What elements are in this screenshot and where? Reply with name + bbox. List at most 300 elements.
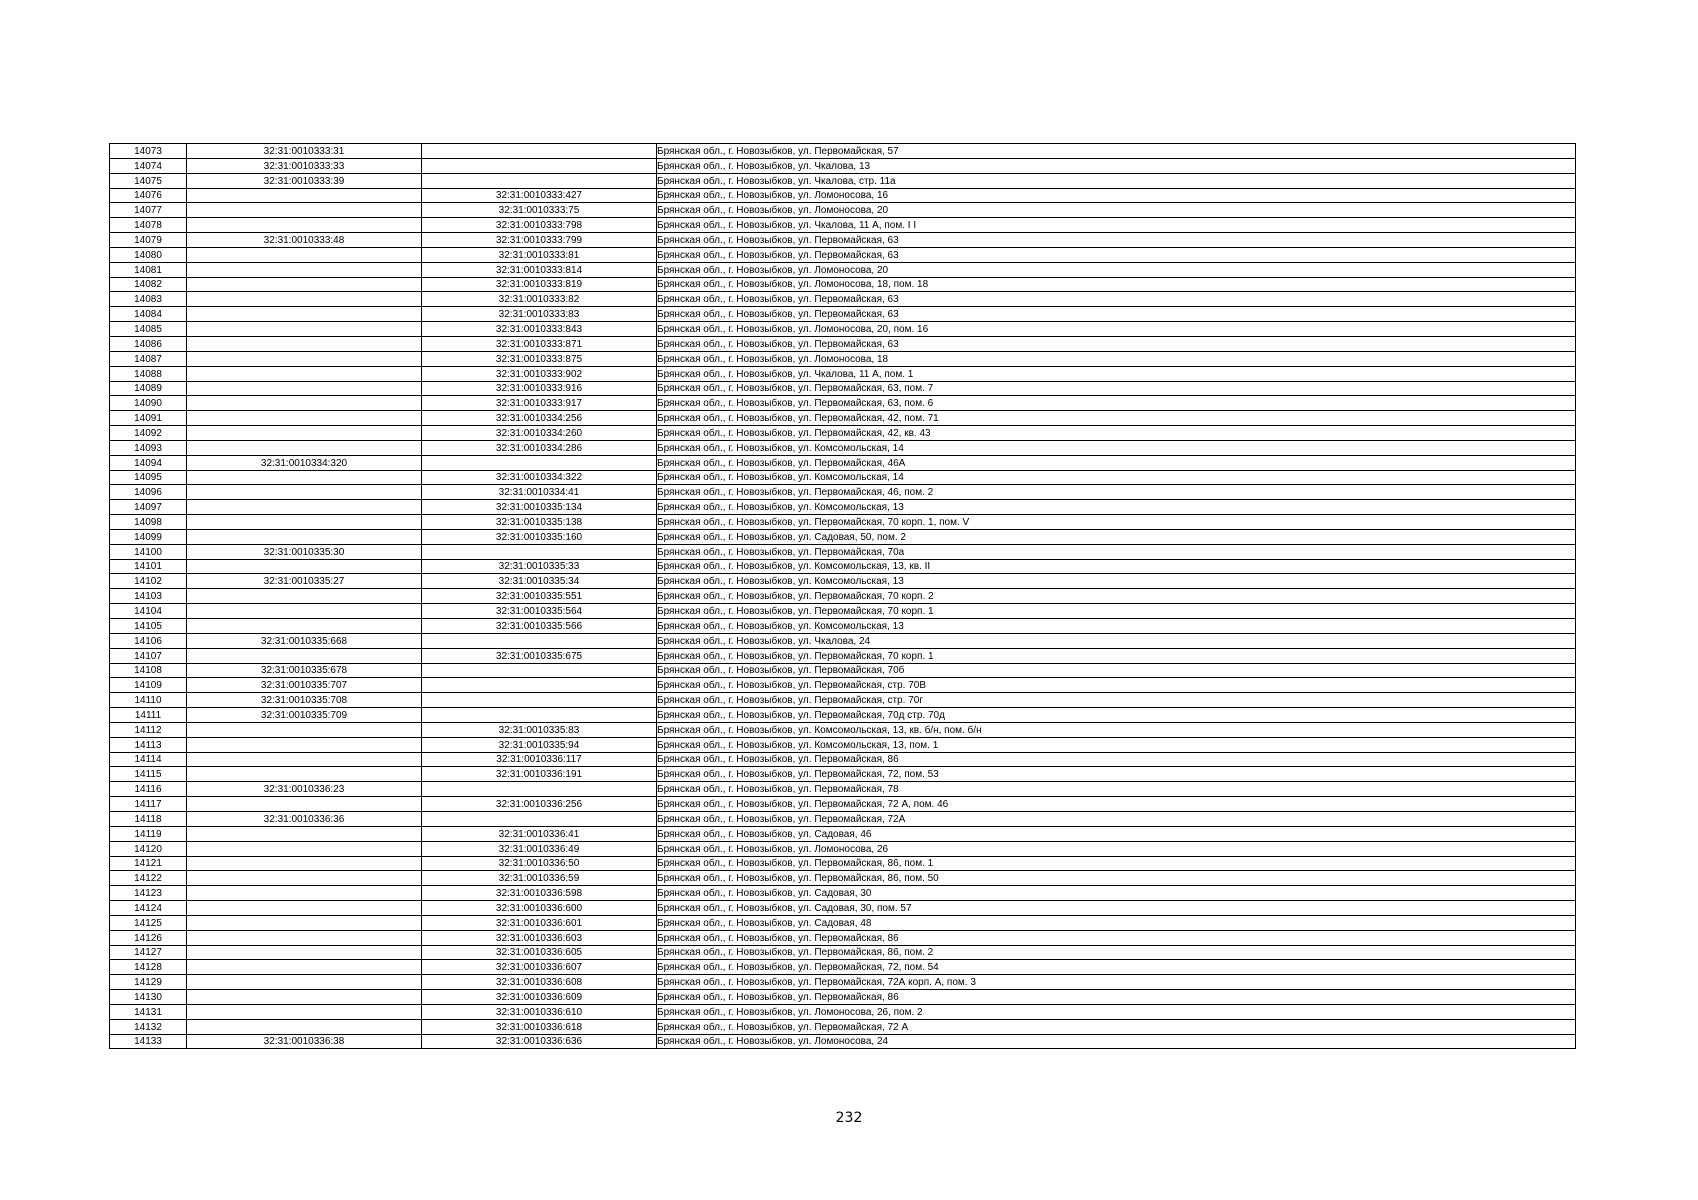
table-row — [110, 975, 1576, 990]
row-number-cell: 14077 — [110, 203, 187, 218]
address-cell: Брянская обл., г. Новозыбков, ул. Чкалова, 11 А, пом. I I — [657, 218, 1576, 233]
related-cadastral-number-cell: 32:31:0010335:94 — [422, 737, 657, 752]
related-cadastral-number-cell: 32:31:0010336:600 — [422, 901, 657, 916]
address-cell: Брянская обл., г. Новозыбков, ул. Первомайская, 86, пом. 1 — [657, 856, 1576, 871]
address-cell: Брянская обл., г. Новозыбков, ул. Чкалова, 11 А, пом. 1 — [657, 366, 1576, 381]
related-cadastral-number-cell: 32:31:0010334:260 — [422, 426, 657, 441]
related-cadastral-number-cell: 32:31:0010333:917 — [422, 396, 657, 411]
row-number-cell: 14081 — [110, 262, 187, 277]
table-row — [110, 188, 1576, 203]
row-number-cell: 14120 — [110, 841, 187, 856]
table-row — [110, 945, 1576, 960]
related-cadastral-number-cell: 32:31:0010336:605 — [422, 945, 657, 960]
row-number-cell: 14123 — [110, 886, 187, 901]
address-cell: Брянская обл., г. Новозыбков, ул. Садовая, 46 — [657, 826, 1576, 841]
cadastral-number-cell — [187, 500, 422, 515]
related-cadastral-number-cell: 32:31:0010336:603 — [422, 930, 657, 945]
related-cadastral-number-cell: 32:31:0010334:286 — [422, 440, 657, 455]
row-number-cell: 14099 — [110, 529, 187, 544]
cadastral-number-cell — [187, 722, 422, 737]
cadastral-number-cell — [187, 411, 422, 426]
table-row — [110, 233, 1576, 248]
cadastral-number-cell: 32:31:0010336:23 — [187, 782, 422, 797]
table-row — [110, 307, 1576, 322]
related-cadastral-number-cell — [422, 144, 657, 159]
row-number-cell: 14104 — [110, 604, 187, 619]
address-cell: Брянская обл., г. Новозыбков, ул. Ломоносова, 16 — [657, 188, 1576, 203]
related-cadastral-number-cell: 32:31:0010333:843 — [422, 322, 657, 337]
cadastral-number-cell — [187, 396, 422, 411]
cadastral-number-cell — [187, 1004, 422, 1019]
related-cadastral-number-cell: 32:31:0010335:160 — [422, 529, 657, 544]
row-number-cell: 14085 — [110, 322, 187, 337]
related-cadastral-number-cell: 32:31:0010335:138 — [422, 515, 657, 530]
table-row — [110, 559, 1576, 574]
table-row — [110, 351, 1576, 366]
cadastral-number-cell — [187, 277, 422, 292]
related-cadastral-number-cell: 32:31:0010333:75 — [422, 203, 657, 218]
address-cell: Брянская обл., г. Новозыбков, ул. Первомайская, 86 — [657, 930, 1576, 945]
address-cell: Брянская обл., г. Новозыбков, ул. Первомайская, 70д стр. 70д — [657, 708, 1576, 723]
cadastral-number-cell — [187, 426, 422, 441]
table-row — [110, 752, 1576, 767]
table-row — [110, 782, 1576, 797]
cadastral-number-cell — [187, 262, 422, 277]
table-row — [110, 856, 1576, 871]
table-row — [110, 262, 1576, 277]
related-cadastral-number-cell: 32:31:0010335:83 — [422, 722, 657, 737]
table-row — [110, 1019, 1576, 1034]
related-cadastral-number-cell: 32:31:0010333:798 — [422, 218, 657, 233]
address-cell: Брянская обл., г. Новозыбков, ул. Ломоносова, 24 — [657, 1034, 1576, 1049]
related-cadastral-number-cell: 32:31:0010336:609 — [422, 990, 657, 1005]
cadastral-number-cell — [187, 826, 422, 841]
table-row — [110, 426, 1576, 441]
related-cadastral-number-cell: 32:31:0010333:82 — [422, 292, 657, 307]
address-cell: Брянская обл., г. Новозыбков, ул. Первомайская, 72 А, пом. 46 — [657, 797, 1576, 812]
related-cadastral-number-cell — [422, 663, 657, 678]
address-cell: Брянская обл., г. Новозыбков, ул. Комсомольская, 13, кв. II — [657, 559, 1576, 574]
table-row — [110, 604, 1576, 619]
address-cell: Брянская обл., г. Новозыбков, ул. Первомайская, 72А корп. А, пом. 3 — [657, 975, 1576, 990]
table-row — [110, 1004, 1576, 1019]
row-number-cell: 14095 — [110, 470, 187, 485]
cadastral-number-cell — [187, 990, 422, 1005]
table-row — [110, 841, 1576, 856]
table-row — [110, 292, 1576, 307]
related-cadastral-number-cell — [422, 678, 657, 693]
address-cell: Брянская обл., г. Новозыбков, ул. Первомайская, 46А — [657, 455, 1576, 470]
cadastral-number-cell: 32:31:0010335:668 — [187, 633, 422, 648]
address-cell: Брянская обл., г. Новозыбков, ул. Ломоносова, 18 — [657, 351, 1576, 366]
cadastral-number-cell: 32:31:0010335:27 — [187, 574, 422, 589]
related-cadastral-number-cell — [422, 633, 657, 648]
related-cadastral-number-cell: 32:31:0010335:551 — [422, 589, 657, 604]
row-number-cell: 14125 — [110, 915, 187, 930]
cadastral-number-cell — [187, 886, 422, 901]
cadastral-number-cell — [187, 752, 422, 767]
related-cadastral-number-cell: 32:31:0010333:81 — [422, 247, 657, 262]
row-number-cell: 14130 — [110, 990, 187, 1005]
row-number-cell: 14101 — [110, 559, 187, 574]
row-number-cell: 14100 — [110, 544, 187, 559]
address-cell: Брянская обл., г. Новозыбков, ул. Первомайская, 63 — [657, 292, 1576, 307]
address-cell: Брянская обл., г. Новозыбков, ул. Первомайская, 70 корп. 2 — [657, 589, 1576, 604]
address-cell: Брянская обл., г. Новозыбков, ул. Первомайская, 86, пом. 50 — [657, 871, 1576, 886]
cadastral-number-cell — [187, 247, 422, 262]
address-cell: Брянская обл., г. Новозыбков, ул. Первомайская, 63 — [657, 336, 1576, 351]
table-row — [110, 915, 1576, 930]
table-row — [110, 336, 1576, 351]
address-cell: Брянская обл., г. Новозыбков, ул. Ломоносова, 26 — [657, 841, 1576, 856]
cadastral-number-cell — [187, 515, 422, 530]
address-cell: Брянская обл., г. Новозыбков, ул. Первомайская, 57 — [657, 144, 1576, 159]
cadastral-number-cell: 32:31:0010336:38 — [187, 1034, 422, 1049]
address-cell: Брянская обл., г. Новозыбков, ул. Первомайская, стр. 70В — [657, 678, 1576, 693]
address-cell: Брянская обл., г. Новозыбков, ул. Чкалова, 24 — [657, 633, 1576, 648]
table-row — [110, 440, 1576, 455]
table-row — [110, 485, 1576, 500]
address-cell: Брянская обл., г. Новозыбков, ул. Ломоносова, 20 — [657, 262, 1576, 277]
row-number-cell: 14091 — [110, 411, 187, 426]
row-number-cell: 14117 — [110, 797, 187, 812]
table-row — [110, 960, 1576, 975]
cadastral-number-cell — [187, 797, 422, 812]
row-number-cell: 14111 — [110, 708, 187, 723]
address-cell: Брянская обл., г. Новозыбков, ул. Ломоносова, 18, пом. 18 — [657, 277, 1576, 292]
cadastral-number-cell — [187, 322, 422, 337]
related-cadastral-number-cell: 32:31:0010333:799 — [422, 233, 657, 248]
table-row — [110, 737, 1576, 752]
table-row — [110, 277, 1576, 292]
cadastral-number-cell: 32:31:0010333:31 — [187, 144, 422, 159]
table-row — [110, 767, 1576, 782]
related-cadastral-number-cell — [422, 544, 657, 559]
row-number-cell: 14076 — [110, 188, 187, 203]
table-row — [110, 990, 1576, 1005]
row-number-cell: 14074 — [110, 158, 187, 173]
address-cell: Брянская обл., г. Новозыбков, ул. Садовая, 50, пом. 2 — [657, 529, 1576, 544]
cadastral-number-cell: 32:31:0010335:30 — [187, 544, 422, 559]
row-number-cell: 14093 — [110, 440, 187, 455]
row-number-cell: 14115 — [110, 767, 187, 782]
row-number-cell: 14090 — [110, 396, 187, 411]
row-number-cell: 14084 — [110, 307, 187, 322]
related-cadastral-number-cell: 32:31:0010334:322 — [422, 470, 657, 485]
related-cadastral-number-cell — [422, 173, 657, 188]
related-cadastral-number-cell: 32:31:0010335:566 — [422, 619, 657, 634]
cadastral-number-cell — [187, 529, 422, 544]
related-cadastral-number-cell — [422, 455, 657, 470]
related-cadastral-number-cell — [422, 782, 657, 797]
row-number-cell: 14128 — [110, 960, 187, 975]
row-number-cell: 14124 — [110, 901, 187, 916]
related-cadastral-number-cell: 32:31:0010333:83 — [422, 307, 657, 322]
table-row — [110, 797, 1576, 812]
address-cell: Брянская обл., г. Новозыбков, ул. Первомайская, 70а — [657, 544, 1576, 559]
address-cell: Брянская обл., г. Новозыбков, ул. Комсомольская, 14 — [657, 440, 1576, 455]
cadastral-number-cell — [187, 589, 422, 604]
address-cell: Брянская обл., г. Новозыбков, ул. Первомайская, 63 — [657, 233, 1576, 248]
property-table — [109, 143, 1576, 1049]
row-number-cell: 14118 — [110, 811, 187, 826]
address-cell: Брянская обл., г. Новозыбков, ул. Комсомольская, 13 — [657, 574, 1576, 589]
row-number-cell: 14086 — [110, 336, 187, 351]
table-row — [110, 663, 1576, 678]
cadastral-number-cell — [187, 381, 422, 396]
cadastral-number-cell — [187, 841, 422, 856]
row-number-cell: 14089 — [110, 381, 187, 396]
cadastral-number-cell — [187, 737, 422, 752]
cadastral-number-cell — [187, 960, 422, 975]
table-row — [110, 396, 1576, 411]
cadastral-number-cell — [187, 604, 422, 619]
address-cell: Брянская обл., г. Новозыбков, ул. Комсомольская, 14 — [657, 470, 1576, 485]
table-row — [110, 826, 1576, 841]
row-number-cell: 14131 — [110, 1004, 187, 1019]
table-row — [110, 693, 1576, 708]
cadastral-number-cell — [187, 203, 422, 218]
cadastral-number-cell — [187, 292, 422, 307]
related-cadastral-number-cell: 32:31:0010333:875 — [422, 351, 657, 366]
row-number-cell: 14112 — [110, 722, 187, 737]
row-number-cell: 14127 — [110, 945, 187, 960]
table-row — [110, 158, 1576, 173]
related-cadastral-number-cell: 32:31:0010336:49 — [422, 841, 657, 856]
address-cell: Брянская обл., г. Новозыбков, ул. Первомайская, 86, пом. 2 — [657, 945, 1576, 960]
address-cell: Брянская обл., г. Новозыбков, ул. Чкалова, стр. 11а — [657, 173, 1576, 188]
cadastral-number-cell — [187, 901, 422, 916]
related-cadastral-number-cell: 32:31:0010336:618 — [422, 1019, 657, 1034]
address-cell: Брянская обл., г. Новозыбков, ул. Первомайская, 63, пом. 7 — [657, 381, 1576, 396]
table-row — [110, 708, 1576, 723]
address-cell: Брянская обл., г. Новозыбков, ул. Первомайская, 42, пом. 71 — [657, 411, 1576, 426]
table-row — [110, 648, 1576, 663]
table-row — [110, 366, 1576, 381]
row-number-cell: 14082 — [110, 277, 187, 292]
cadastral-number-cell — [187, 351, 422, 366]
address-cell: Брянская обл., г. Новозыбков, ул. Ломоносова, 26, пом. 2 — [657, 1004, 1576, 1019]
address-cell: Брянская обл., г. Новозыбков, ул. Первомайская, 72А — [657, 811, 1576, 826]
row-number-cell: 14096 — [110, 485, 187, 500]
cadastral-number-cell — [187, 767, 422, 782]
related-cadastral-number-cell: 32:31:0010336:636 — [422, 1034, 657, 1049]
address-cell: Брянская обл., г. Новозыбков, ул. Первомайская, 72, пом. 54 — [657, 960, 1576, 975]
cadastral-number-cell — [187, 559, 422, 574]
related-cadastral-number-cell: 32:31:0010336:191 — [422, 767, 657, 782]
related-cadastral-number-cell: 32:31:0010333:916 — [422, 381, 657, 396]
cadastral-number-cell — [187, 856, 422, 871]
table-row — [110, 574, 1576, 589]
address-cell: Брянская обл., г. Новозыбков, ул. Первомайская, 86 — [657, 990, 1576, 1005]
cadastral-number-cell — [187, 648, 422, 663]
related-cadastral-number-cell: 32:31:0010336:610 — [422, 1004, 657, 1019]
table-row — [110, 871, 1576, 886]
related-cadastral-number-cell: 32:31:0010336:601 — [422, 915, 657, 930]
cadastral-number-cell: 32:31:0010335:708 — [187, 693, 422, 708]
address-cell: Брянская обл., г. Новозыбков, ул. Первомайская, 70 корп. 1, пом. V — [657, 515, 1576, 530]
address-cell: Брянская обл., г. Новозыбков, ул. Первомайская, 72, пом. 53 — [657, 767, 1576, 782]
cadastral-number-cell — [187, 915, 422, 930]
table-body — [110, 144, 1576, 1049]
cadastral-number-cell — [187, 871, 422, 886]
row-number-cell: 14092 — [110, 426, 187, 441]
row-number-cell: 14080 — [110, 247, 187, 262]
row-number-cell: 14121 — [110, 856, 187, 871]
row-number-cell: 14106 — [110, 633, 187, 648]
related-cadastral-number-cell: 32:31:0010335:675 — [422, 648, 657, 663]
table-row — [110, 322, 1576, 337]
row-number-cell: 14116 — [110, 782, 187, 797]
cadastral-number-cell — [187, 945, 422, 960]
address-cell: Брянская обл., г. Новозыбков, ул. Комсомольская, 13 — [657, 500, 1576, 515]
row-number-cell: 14108 — [110, 663, 187, 678]
table-row — [110, 381, 1576, 396]
cadastral-number-cell — [187, 975, 422, 990]
table-row — [110, 411, 1576, 426]
cadastral-number-cell: 32:31:0010333:48 — [187, 233, 422, 248]
row-number-cell: 14094 — [110, 455, 187, 470]
address-cell: Брянская обл., г. Новозыбков, ул. Комсомольская, 13, пом. 1 — [657, 737, 1576, 752]
row-number-cell: 14132 — [110, 1019, 187, 1034]
cadastral-number-cell: 32:31:0010333:33 — [187, 158, 422, 173]
row-number-cell: 14103 — [110, 589, 187, 604]
table-row — [110, 589, 1576, 604]
table-row — [110, 1034, 1576, 1049]
address-cell: Брянская обл., г. Новозыбков, ул. Первомайская, стр. 70г — [657, 693, 1576, 708]
table-row — [110, 173, 1576, 188]
related-cadastral-number-cell: 32:31:0010336:608 — [422, 975, 657, 990]
table-row — [110, 886, 1576, 901]
address-cell: Брянская обл., г. Новозыбков, ул. Первомайская, 78 — [657, 782, 1576, 797]
address-cell: Брянская обл., г. Новозыбков, ул. Первомайская, 63, пом. 6 — [657, 396, 1576, 411]
row-number-cell: 14109 — [110, 678, 187, 693]
table-row — [110, 901, 1576, 916]
address-cell: Брянская обл., г. Новозыбков, ул. Садовая, 30 — [657, 886, 1576, 901]
related-cadastral-number-cell: 32:31:0010333:902 — [422, 366, 657, 381]
row-number-cell: 14133 — [110, 1034, 187, 1049]
cadastral-number-cell — [187, 485, 422, 500]
related-cadastral-number-cell: 32:31:0010336:59 — [422, 871, 657, 886]
row-number-cell: 14102 — [110, 574, 187, 589]
address-cell: Брянская обл., г. Новозыбков, ул. Садовая, 30, пом. 57 — [657, 901, 1576, 916]
row-number-cell: 14122 — [110, 871, 187, 886]
related-cadastral-number-cell: 32:31:0010335:134 — [422, 500, 657, 515]
row-number-cell: 14078 — [110, 218, 187, 233]
table-row — [110, 678, 1576, 693]
cadastral-number-cell — [187, 930, 422, 945]
row-number-cell: 14105 — [110, 619, 187, 634]
row-number-cell: 14129 — [110, 975, 187, 990]
address-cell: Брянская обл., г. Новозыбков, ул. Первомайская, 63 — [657, 307, 1576, 322]
row-number-cell: 14088 — [110, 366, 187, 381]
row-number-cell: 14098 — [110, 515, 187, 530]
address-cell: Брянская обл., г. Новозыбков, ул. Чкалова, 13 — [657, 158, 1576, 173]
related-cadastral-number-cell: 32:31:0010335:564 — [422, 604, 657, 619]
address-cell: Брянская обл., г. Новозыбков, ул. Первомайская, 72 А — [657, 1019, 1576, 1034]
address-cell: Брянская обл., г. Новозыбков, ул. Первомайская, 70 корп. 1 — [657, 604, 1576, 619]
page-number: 232 — [835, 1110, 863, 1126]
row-number-cell: 14110 — [110, 693, 187, 708]
cadastral-number-cell — [187, 1019, 422, 1034]
table-row — [110, 515, 1576, 530]
related-cadastral-number-cell: 32:31:0010336:598 — [422, 886, 657, 901]
cadastral-number-cell: 32:31:0010333:39 — [187, 173, 422, 188]
table-row — [110, 218, 1576, 233]
row-number-cell: 14079 — [110, 233, 187, 248]
address-cell: Брянская обл., г. Новозыбков, ул. Первомайская, 86 — [657, 752, 1576, 767]
cadastral-number-cell: 32:31:0010335:678 — [187, 663, 422, 678]
row-number-cell: 14119 — [110, 826, 187, 841]
cadastral-number-cell: 32:31:0010335:707 — [187, 678, 422, 693]
row-number-cell: 14113 — [110, 737, 187, 752]
address-cell: Брянская обл., г. Новозыбков, ул. Первомайская, 70б — [657, 663, 1576, 678]
related-cadastral-number-cell — [422, 708, 657, 723]
row-number-cell: 14083 — [110, 292, 187, 307]
related-cadastral-number-cell: 32:31:0010336:41 — [422, 826, 657, 841]
related-cadastral-number-cell — [422, 811, 657, 826]
row-number-cell: 14087 — [110, 351, 187, 366]
row-number-cell: 14126 — [110, 930, 187, 945]
related-cadastral-number-cell: 32:31:0010333:819 — [422, 277, 657, 292]
address-cell: Брянская обл., г. Новозыбков, ул. Первомайская, 70 корп. 1 — [657, 648, 1576, 663]
table-row — [110, 500, 1576, 515]
address-cell: Брянская обл., г. Новозыбков, ул. Садовая, 48 — [657, 915, 1576, 930]
address-cell: Брянская обл., г. Новозыбков, ул. Ломоносова, 20 — [657, 203, 1576, 218]
related-cadastral-number-cell: 32:31:0010334:256 — [422, 411, 657, 426]
cadastral-number-cell — [187, 336, 422, 351]
cadastral-number-cell: 32:31:0010334:320 — [187, 455, 422, 470]
related-cadastral-number-cell: 32:31:0010335:34 — [422, 574, 657, 589]
table-row — [110, 633, 1576, 648]
address-cell: Брянская обл., г. Новозыбков, ул. Ломоносова, 20, пом. 16 — [657, 322, 1576, 337]
cadastral-number-cell — [187, 440, 422, 455]
related-cadastral-number-cell: 32:31:0010336:117 — [422, 752, 657, 767]
table-row — [110, 619, 1576, 634]
table-row — [110, 529, 1576, 544]
related-cadastral-number-cell: 32:31:0010336:256 — [422, 797, 657, 812]
row-number-cell: 14075 — [110, 173, 187, 188]
cadastral-number-cell: 32:31:0010336:36 — [187, 811, 422, 826]
related-cadastral-number-cell — [422, 693, 657, 708]
cadastral-number-cell — [187, 366, 422, 381]
table-row — [110, 144, 1576, 159]
cadastral-number-cell — [187, 619, 422, 634]
row-number-cell: 14114 — [110, 752, 187, 767]
table-row — [110, 470, 1576, 485]
cadastral-number-cell — [187, 188, 422, 203]
related-cadastral-number-cell — [422, 158, 657, 173]
related-cadastral-number-cell: 32:31:0010335:33 — [422, 559, 657, 574]
address-cell: Брянская обл., г. Новозыбков, ул. Первомайская, 46, пом. 2 — [657, 485, 1576, 500]
cadastral-number-cell — [187, 307, 422, 322]
table-row — [110, 455, 1576, 470]
address-cell: Брянская обл., г. Новозыбков, ул. Первомайская, 63 — [657, 247, 1576, 262]
address-cell: Брянская обл., г. Новозыбков, ул. Первомайская, 42, кв. 43 — [657, 426, 1576, 441]
row-number-cell: 14097 — [110, 500, 187, 515]
related-cadastral-number-cell: 32:31:0010333:427 — [422, 188, 657, 203]
address-cell: Брянская обл., г. Новозыбков, ул. Комсомольская, 13, кв. б/н, пом. б/н — [657, 722, 1576, 737]
cadastral-number-cell — [187, 470, 422, 485]
table-row — [110, 203, 1576, 218]
related-cadastral-number-cell: 32:31:0010333:871 — [422, 336, 657, 351]
cadastral-number-cell: 32:31:0010335:709 — [187, 708, 422, 723]
related-cadastral-number-cell: 32:31:0010336:607 — [422, 960, 657, 975]
related-cadastral-number-cell: 32:31:0010333:814 — [422, 262, 657, 277]
table-row — [110, 811, 1576, 826]
table-row — [110, 247, 1576, 262]
related-cadastral-number-cell: 32:31:0010336:50 — [422, 856, 657, 871]
